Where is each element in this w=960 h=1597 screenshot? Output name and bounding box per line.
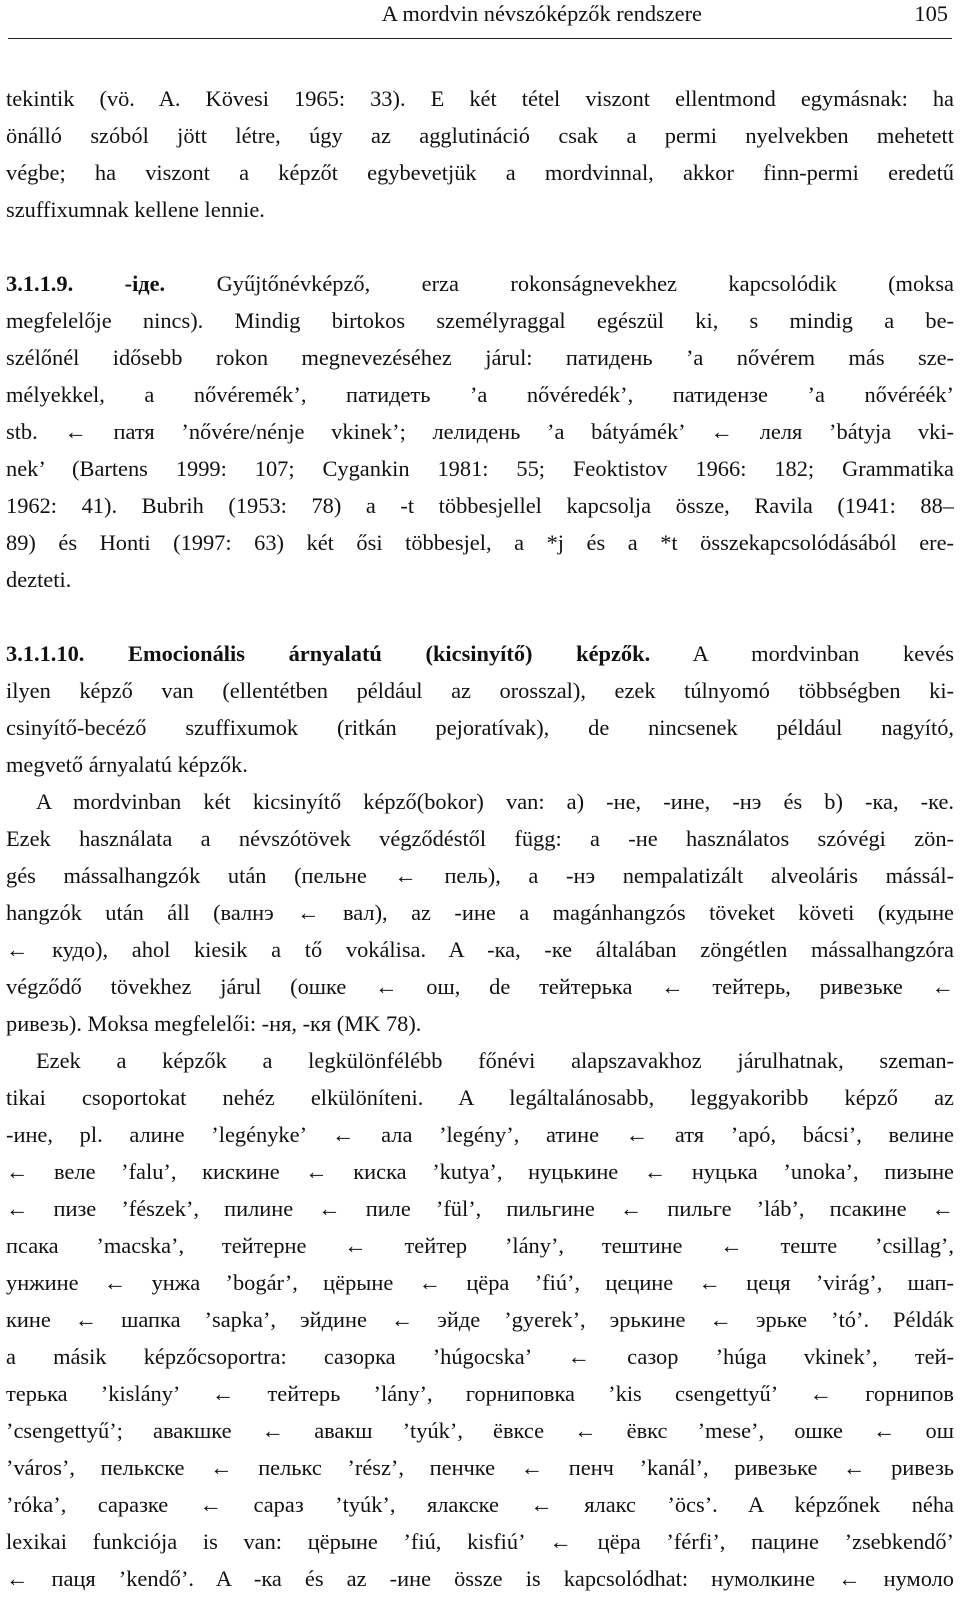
text-line: терька ’kislány’ ← тейтерь ’lány’, горниповка ’kis csengettyű’ ← горнипов	[6, 1381, 954, 1406]
text-line: ← кудо), ahol kiesik a tő vokálisa. A -ка, -ке általában zöngétlen mássalhangzóra	[6, 937, 954, 962]
running-header	[8, 0, 952, 39]
section-heading: 3.1.1.9. -іде.	[6, 271, 166, 296]
text-line: megfelelője nincs). Mindig birtokos személyraggal egészül ki, s mindig a be-	[6, 308, 954, 333]
text-line: dezteti.	[6, 567, 72, 592]
text-line: ilyen képző van (ellentétben például az orosszal), ezek túlnyomó többségben ki-	[6, 678, 954, 703]
text-span: A mordvinban kevés	[650, 641, 954, 666]
text-span: Gyűjtőnévképző, erza rokonságnevekhez kapcsolódik (moksa	[165, 271, 954, 296]
text-line: lexikai funkciója is van: цёрыне ’fiú, kisfiú’ ← цёра ’férfi’, пацине ’zsebkendő’	[6, 1529, 954, 1554]
text-line: végződő tövekhez járul (ошке ← ош, de тейтерька ← тейтерь, ривезьке ←	[6, 974, 954, 999]
text-line: végbe; ha viszont a képzőt egybevetjük a mordvinnal, akkor finn-permi eredetű	[6, 160, 954, 185]
section-heading-line	[6, 265, 954, 302]
text-line: Ezek a képzők a legkülönfélébb főnévi alapszavakhoz járulhatnak, szeman-	[36, 1048, 954, 1073]
text-line: tikai csoportokat nehéz elkülöníteni. A legáltalánosabb, leggyakoribb képző az	[6, 1085, 954, 1110]
section-heading-line	[6, 635, 954, 672]
text-line: önálló szóból jött létre, úgy az agglutináció csak a permi nyelvekben mehetett	[6, 123, 954, 148]
text-line: кине ← шапка ’sapka’, эйдине ← эйде ’gyerek’, эрькине ← эрьке ’tó’. Példák	[6, 1307, 954, 1332]
text-line: ривезь). Moksa megfelelői: -ня, -кя (MK 78).	[6, 1011, 422, 1036]
text-line: унжине ← унжа ’bogár’, цёрыне ← цёра ’fiú’, цецине ← цеця ’virág’, шап-	[6, 1270, 954, 1295]
text-line: ← веле ’falu’, кискине ← киска ’kutya’, нуцькине ← нуцька ’unoka’, пизыне	[6, 1159, 954, 1184]
text-line: mélyekkel, a nővéremék’, патидеть ’a nővéredék’, патидензе ’a nővéréék’	[6, 382, 954, 407]
text-line: tekintik (vö. A. Kövesi 1965: 33). E két tétel viszont ellentmond egymásnak: ha	[6, 86, 954, 111]
running-title: A mordvin névszóképzők rendszere	[381, 1, 702, 26]
text-line: ← пизе ’fészek’, пилине ← пиле ’fül’, пильгине ← пильге ’láb’, псакине ←	[6, 1196, 954, 1221]
text-line: hangzók után áll (валнэ ← вал), az -ине a magánhangzós töveket követi (кудыне	[6, 900, 954, 925]
text-line: ’csengettyű’; авакшке ← авакш ’tyúk’, ёвксе ← ёвкс ’mese’, ошке ← ош	[6, 1418, 954, 1443]
text-line: ’város’, пелькске ← пелькс ’rész’, пенчке ← пенч ’kanál’, ривезьке ← ривезь	[6, 1455, 954, 1480]
text-line: A mordvinban két kicsinyítő képző(bokor) van: a) -не, -ине, -нэ és b) -ка, -ке.	[36, 789, 954, 814]
text-line: megvető árnyalatú képzők.	[6, 752, 248, 777]
text-line: псака ’macska’, тейтерне ← тейтер ’lány’, тештине ← теште ’csillag’,	[6, 1233, 954, 1258]
text-line: szuffixumnak kellene lennie.	[6, 197, 265, 222]
text-line: szélőnél idősebb rokon megnevezéséhez járul: патидень ’a nővérem más sze-	[6, 345, 954, 370]
section-heading: 3.1.1.10. Emocionális árnyalatú (kicsinyítő) képzők.	[6, 641, 651, 666]
body-text	[6, 80, 954, 1597]
text-line: stb. ← патя ’nővére/nénje vkinek’; лелидень ’a bátyámék’ ← леля ’bátyja vki-	[6, 419, 954, 444]
text-line: ’róka’, саразке ← сараз ’tyúk’, ялакске ← ялакс ’öcs’. A képzőnek néha	[6, 1492, 954, 1517]
text-line: -ине, pl. алине ’legényke’ ← ала ’legény’, атине ← атя ’apó, bácsi’, велине	[6, 1122, 954, 1147]
text-line: gés mássalhangzók után (пельне ← пель), a -нэ nempalatizált alveoláris mássál-	[6, 863, 954, 888]
page-number: 105	[914, 1, 948, 26]
text-line: 89) és Honti (1997: 63) két ősi többesjel, a *j és a *t összekapcsolódásából ere-	[6, 530, 954, 555]
text-line: nek’ (Bartens 1999: 107; Cygankin 1981: 55; Feoktistov 1966: 182; Grammatika	[6, 456, 954, 481]
text-line: 1962: 41). Bubrih (1953: 78) a -t többesjellel kapcsolja össze, Ravila (1941: 88–	[6, 493, 954, 518]
text-line: Ezek használata a névszótövek végződéstől függ: a -не használatos szóvégi zön-	[6, 826, 954, 851]
text-line: csinyítő-becéző szuffixumok (ritkán pejoratívak), de nincsenek például nagyító,	[6, 715, 954, 740]
text-line: a másik képzőcsoportra: сазорка ’húgocska’ ← сазор ’húga vkinek’, тей-	[6, 1344, 954, 1369]
text-line: ← паця ’kendő’. A -ка és az -ине össze is kapcsolódhat: нумолкине ← нумоло	[6, 1566, 954, 1591]
